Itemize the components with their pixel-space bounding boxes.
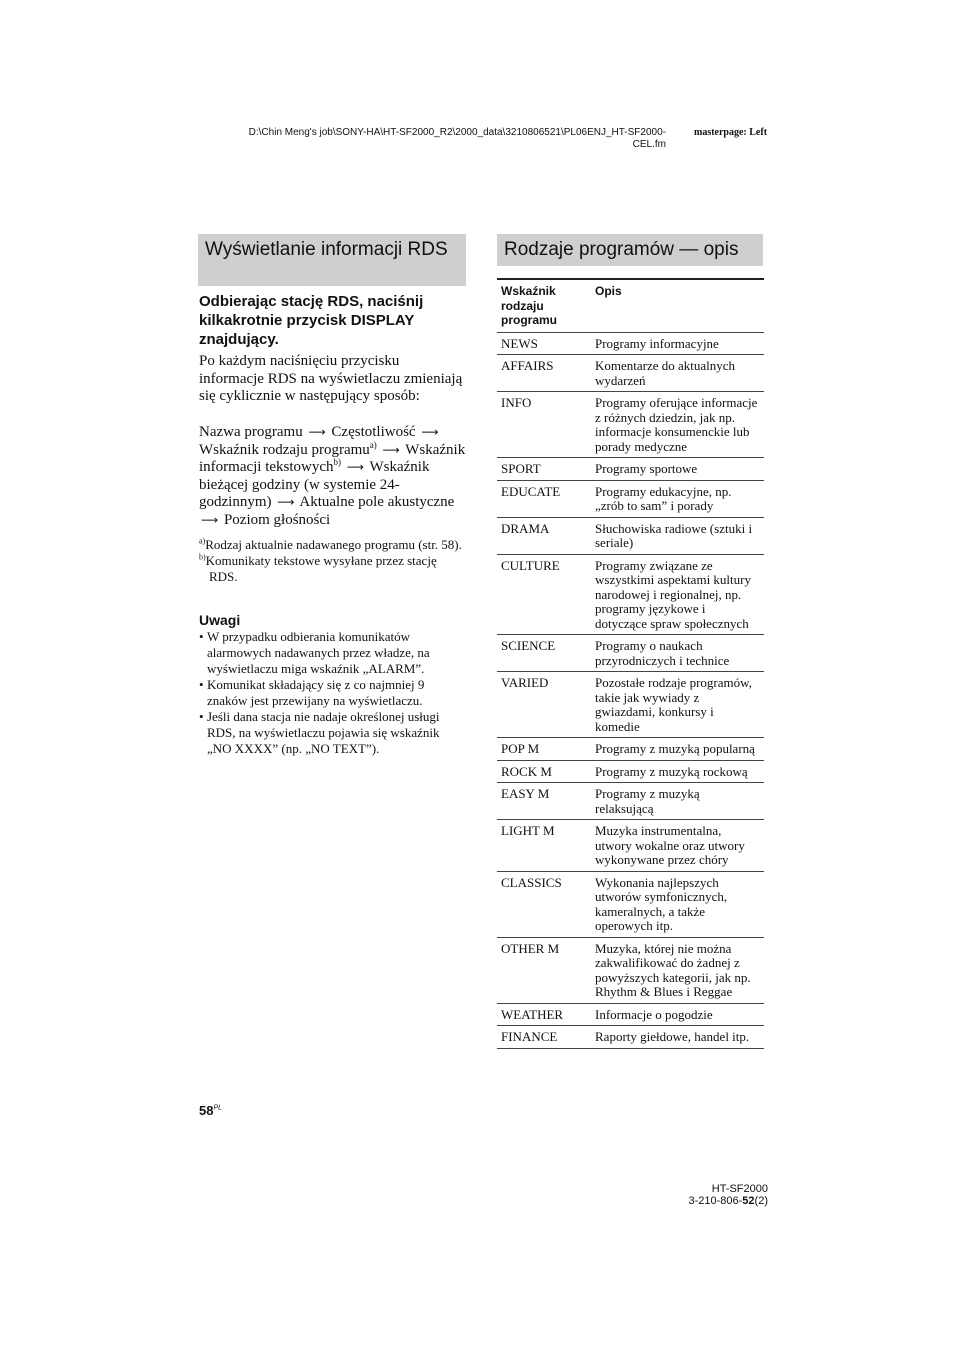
table-body	[497, 332, 764, 1048]
section-title-rds-display: Wyświetlanie informacji RDS	[198, 234, 466, 286]
arrow-icon: ⟶	[346, 460, 364, 475]
footnote-ref-a: a)	[369, 439, 377, 450]
arrow-icon: ⟶	[382, 442, 400, 457]
cell-indicator: AFFAIRS	[497, 355, 591, 392]
page-language-suffix: PL	[213, 1104, 223, 1112]
file-path-header	[196, 127, 666, 151]
seq-volume: Poziom głośności	[223, 511, 331, 528]
table-row	[497, 480, 764, 517]
footnotes	[199, 537, 467, 585]
seq-clock: Wskaźnik bieżącej godziny (w systemie 24-godzinnym)	[199, 459, 430, 511]
cell-indicator: FINANCE	[497, 1026, 591, 1049]
section-title-program-types: Rodzaje programów — opis	[497, 234, 763, 266]
page-number	[199, 1103, 222, 1118]
table-row	[497, 458, 764, 481]
arrow-icon: ⟶	[201, 512, 219, 527]
seq-program-name: Nazwa programu	[199, 424, 303, 440]
footnote-a	[199, 537, 467, 553]
cell-indicator: SCIENCE	[497, 635, 591, 672]
part-number-suffix: (2)	[754, 1195, 768, 1207]
cell-indicator: OTHER M	[497, 937, 591, 1003]
cell-description: Programy z muzyką relaksującą	[591, 783, 764, 820]
cell-indicator: EDUCATE	[497, 480, 591, 517]
cell-indicator: ROCK M	[497, 760, 591, 783]
cell-description: Programy sportowe	[591, 458, 764, 481]
footnote-ref-b: b)	[333, 457, 342, 468]
part-number	[640, 1195, 768, 1207]
table-row	[497, 635, 764, 672]
file-path-line-1: D:\Chin Meng's job\SONY-HA\HT-SF2000_R2\2000_data\3210806521\PL06ENJ_HT-SF2000-	[248, 127, 666, 138]
notes-heading: Uwagi	[199, 612, 241, 628]
part-number-prefix: 3-210-806-	[688, 1195, 743, 1207]
cell-description: Pozostałe rodzaje programów, takie jak wywiady z gwiazdami, konkursy i komedie	[591, 672, 764, 738]
cell-indicator: NEWS	[497, 332, 591, 355]
seq-frequency: Częstotliwość	[331, 424, 416, 440]
table-row	[497, 355, 764, 392]
cell-indicator: CULTURE	[497, 554, 591, 635]
note-text: W przypadku odbierania komunikatów alarmowych nadawanych przez władze, na wyświetlaczu miga wskaźnik „ALARM”.	[207, 629, 430, 676]
table-row	[497, 392, 764, 458]
cell-description: Komentarze do aktualnych wydarzeń	[591, 355, 764, 392]
footnote-mark: a)	[199, 536, 206, 546]
bullet-icon: •	[199, 629, 204, 644]
page-number-value: 58	[199, 1103, 214, 1118]
arrow-icon: ⟶	[308, 425, 326, 439]
part-number-bold: 52	[742, 1195, 755, 1207]
cell-description: Programy edukacyjne, np. „zrób to sam” i porady	[591, 480, 764, 517]
note-text: Jeśli dana stacja nie nadaje określonej usługi RDS, na wyświetlaczu pojawia się wskaźnik „NO XXXX” (np. „NO TEXT”).	[207, 709, 440, 756]
note-text: Komunikat składający się z co najmniej 9 znaków jest przewijany na wyświetlaczu.	[207, 677, 425, 708]
note-item	[199, 677, 467, 709]
cell-description: Programy oferujące informacje z różnych dziedzin, jak np. informacje konsumenckie lub porady medyczne	[591, 392, 764, 458]
arrow-icon: ⟶	[421, 425, 439, 439]
cell-indicator: POP M	[497, 738, 591, 761]
cell-description: Raporty giełdowe, handel itp.	[591, 1026, 764, 1049]
table-row	[497, 1003, 764, 1026]
rds-display-sequence	[199, 424, 467, 530]
table-row	[497, 871, 764, 937]
seq-sound-field: Aktualne pole akustyczne	[299, 494, 455, 511]
lead-instruction: Odbierając stację RDS, naciśnij kilkakrotnie przycisk DISPLAY znajdujący.	[199, 293, 424, 348]
cell-indicator: DRAMA	[497, 517, 591, 554]
table-row	[497, 760, 764, 783]
table-row	[497, 738, 764, 761]
footnote-mark: b)	[199, 552, 206, 562]
cell-description: Muzyka, której nie można zakwalifikować do żadnej z powyższych kategorii, jak np. Rhythm & Blues i Reggae	[591, 937, 764, 1003]
model-name: HT-SF2000	[711, 1183, 768, 1195]
cell-indicator: CLASSICS	[497, 871, 591, 937]
table-row	[497, 783, 764, 820]
table-row	[497, 517, 764, 554]
column-header-description: Opis	[591, 279, 764, 332]
cell-description: Programy związane ze wszystkimi aspektami kultury narodowej i regionalnej, np. programy językowe i dotyczące spraw społecznych	[591, 554, 764, 635]
masterpage-label: masterpage: Left	[694, 127, 768, 138]
cell-indicator: INFO	[497, 392, 591, 458]
cell-description: Informacje o pogodzie	[591, 1003, 764, 1026]
table-row	[497, 1026, 764, 1049]
file-path-line-2: CEL.fm	[632, 139, 666, 150]
table-row	[497, 820, 764, 872]
model-info	[640, 1183, 768, 1207]
table-row	[497, 672, 764, 738]
table-row	[497, 937, 764, 1003]
cell-description: Wykonania najlepszych utworów symfonicznych, kameralnych, a także operowych itp.	[591, 871, 764, 937]
cell-indicator: EASY M	[497, 783, 591, 820]
bullet-icon: •	[199, 709, 204, 724]
arrow-icon: ⟶	[277, 495, 295, 510]
cell-description: Programy o naukach przyrodniczych i technice	[591, 635, 764, 672]
program-types-table	[497, 278, 764, 1049]
cell-description: Słuchowiska radiowe (sztuki i seriale)	[591, 517, 764, 554]
cell-description: Programy z muzyką rockową	[591, 760, 764, 783]
cell-indicator: VARIED	[497, 672, 591, 738]
cell-indicator: SPORT	[497, 458, 591, 481]
seq-text-indicator: Wskaźnik informacji tekstowych	[199, 441, 466, 476]
table-row	[497, 554, 764, 635]
column-header-indicator: Wskaźnik rodzaju programu	[497, 279, 591, 332]
cell-indicator: WEATHER	[497, 1003, 591, 1026]
body-paragraph: Po każdym naciśnięciu przycisku informacje RDS na wyświetlaczu zmieniają się cyklicznie w następujący sposób:	[199, 353, 463, 405]
notes-list	[199, 629, 467, 757]
cell-description: Muzyka instrumentalna, utwory wokalne oraz utwory wykonywane przez chóry	[591, 820, 764, 872]
cell-description: Programy informacyjne	[591, 332, 764, 355]
note-item	[199, 709, 467, 757]
note-item	[199, 629, 467, 677]
cell-description: Programy z muzyką popularną	[591, 738, 764, 761]
seq-program-type: Wskaźnik rodzaju programu	[199, 441, 370, 458]
cell-indicator: LIGHT M	[497, 820, 591, 872]
footnote-text: Komunikaty tekstowe wysyłane przez stację RDS.	[205, 553, 437, 584]
footnote-text: Rodzaj aktualnie nadawanego programu (str. 58).	[205, 537, 462, 552]
table-row	[497, 332, 764, 355]
bullet-icon: •	[199, 677, 204, 692]
footnote-b	[199, 553, 467, 585]
table-header-row	[497, 279, 764, 332]
